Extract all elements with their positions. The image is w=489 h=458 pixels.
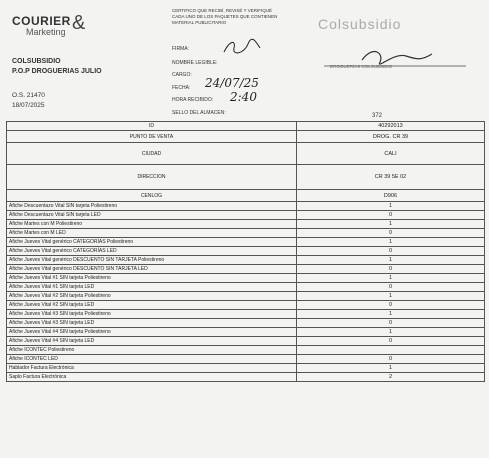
table-row [7, 328, 485, 337]
item-name: Afiche Jueves Vital genérico DESCUENTO SIN TARJETA Poliestireno [7, 256, 297, 265]
logo-subtitle: Marketing [26, 27, 66, 37]
header-row [7, 131, 485, 143]
table-row [7, 256, 485, 265]
cargo-label: CARGO: [172, 72, 192, 78]
header-label: DIRECCION [7, 165, 297, 190]
item-quantity: 1 [297, 292, 485, 301]
item-quantity: 0 [297, 337, 485, 346]
stamp-signature-icon [322, 46, 468, 76]
firma-label: FIRMA: [172, 46, 189, 52]
header-label: ID [7, 122, 297, 131]
header-row [7, 165, 485, 190]
item-name: Afiche Jueves Vital #4 SIN tarjeta LED [7, 337, 297, 346]
item-name: Afiche ICONTEC Poliestireno [7, 346, 297, 355]
item-name: Afiche Jueves Vital #1 SIN tarjeta Poliestireno [7, 274, 297, 283]
item-quantity: 0 [297, 319, 485, 328]
item-quantity: 1 [297, 220, 485, 229]
table-row [7, 283, 485, 292]
certification-text: CERTIFICO QUE RECIBÍ, REVISÉ Y VERIFIQUÉ CADA UNO DE LOS PAQUETES QUE CONTIENEN MATERIAL PUBLICITARIO [172, 8, 278, 25]
table-row [7, 319, 485, 328]
fecha-label: FECHA: [172, 85, 191, 91]
point-of-sale: P.O.P DROGUERIAS JULIO [12, 68, 102, 75]
item-name: Afiche Jueves Vital #2 SIN tarjeta LED [7, 301, 297, 310]
item-quantity: 0 [297, 229, 485, 238]
table-row [7, 355, 485, 364]
table-row [7, 292, 485, 301]
table-row [7, 229, 485, 238]
header-value: D906 [297, 190, 485, 202]
delivery-table [6, 121, 485, 382]
item-name: Afiche Jueves Vital genérico CATEGORÍAS LED [7, 247, 297, 256]
handwritten-date: 24/07/25 [205, 76, 259, 90]
item-name: Afiche Jueves Vital genérico CATEGORÍAS Poliestireno [7, 238, 297, 247]
item-name: Afiche Jueves Vital #2 SIN tarjeta Poliestireno [7, 292, 297, 301]
header-label: CENLOG [7, 190, 297, 202]
table-row [7, 364, 485, 373]
logo-word: COURIER [12, 14, 71, 28]
header-row [7, 190, 485, 202]
table-row [7, 337, 485, 346]
company-name: COLSUBSIDIO [12, 58, 61, 65]
item-quantity: 0 [297, 265, 485, 274]
order-date: 18/07/2025 [12, 102, 45, 109]
item-name: Afiche Martes con M Poliestireno [7, 220, 297, 229]
table-row [7, 202, 485, 211]
item-quantity: 1 [297, 202, 485, 211]
hora-label: HORA RECIBIDO: [172, 97, 214, 103]
handwritten-time: 2:40 [230, 90, 257, 104]
item-name: Afiche ICONTEC LED [7, 355, 297, 364]
header-value: DROG. CR 39 [297, 131, 485, 143]
item-name: Hablador Factura Electrónica [7, 364, 297, 373]
item-quantity: 2 [297, 373, 485, 382]
item-quantity: 1 [297, 274, 485, 283]
sello-label: SELLO DEL ALMACEN: [172, 110, 226, 116]
stamp-caption: DROGUERÍAS COLSUBSIDIO [330, 64, 393, 69]
item-name: Afiche Descuentazo Vital SIN tarjeta LED [7, 211, 297, 220]
item-quantity: 1 [297, 238, 485, 247]
table-row [7, 346, 485, 355]
item-name: Afiche Descuentazo Vital SIN tarjeta Poliestireno [7, 202, 297, 211]
item-quantity: 1 [297, 328, 485, 337]
item-quantity: 0 [297, 355, 485, 364]
item-name: Afiche Jueves Vital #4 SIN tarjeta Poliestireno [7, 328, 297, 337]
courier-logo [12, 14, 92, 44]
item-name: Afiche Jueves Vital #3 SIN tarjeta LED [7, 319, 297, 328]
header-label: PUNTO DE VENTA [7, 131, 297, 143]
table-row [7, 373, 485, 382]
item-quantity: 1 [297, 256, 485, 265]
item-quantity [297, 346, 485, 355]
table-row [7, 310, 485, 319]
table-row [7, 274, 485, 283]
signature-scribble-icon [222, 38, 262, 56]
item-quantity: 1 [297, 364, 485, 373]
item-quantity: 0 [297, 301, 485, 310]
header-value: 40292013 [297, 122, 485, 131]
item-quantity: 0 [297, 247, 485, 256]
item-quantity: 0 [297, 283, 485, 292]
item-name: Afiche Jueves Vital #3 SIN tarjeta Poliestireno [7, 310, 297, 319]
table-row [7, 238, 485, 247]
header-row [7, 143, 485, 165]
header-label: CIUDAD [7, 143, 297, 165]
table-row [7, 265, 485, 274]
table-row [7, 301, 485, 310]
header-row [7, 122, 485, 131]
table-row [7, 211, 485, 220]
table-row [7, 220, 485, 229]
item-quantity: 1 [297, 310, 485, 319]
item-quantity: 0 [297, 211, 485, 220]
stamp-logo: Colsubsidio [318, 16, 402, 32]
item-name: Saplo Factura Electrónica [7, 373, 297, 382]
header-value: CR 39 5E 02 [297, 165, 485, 190]
order-code: O.S. 21470 [12, 92, 45, 99]
table-row [7, 247, 485, 256]
nombre-label: NOMBRE LEGIBLE: [172, 60, 218, 66]
item-name: Afiche Martes con M LED [7, 229, 297, 238]
item-name: Afiche Jueves Vital genérico DESCUENTO SIN TARJETA LED [7, 265, 297, 274]
item-name: Afiche Jueves Vital #1 SIN tarjeta LED [7, 283, 297, 292]
header-value: CALI [297, 143, 485, 165]
handwritten-annotation: 372 [372, 113, 383, 119]
logo-ampersand-icon: & [72, 12, 86, 34]
